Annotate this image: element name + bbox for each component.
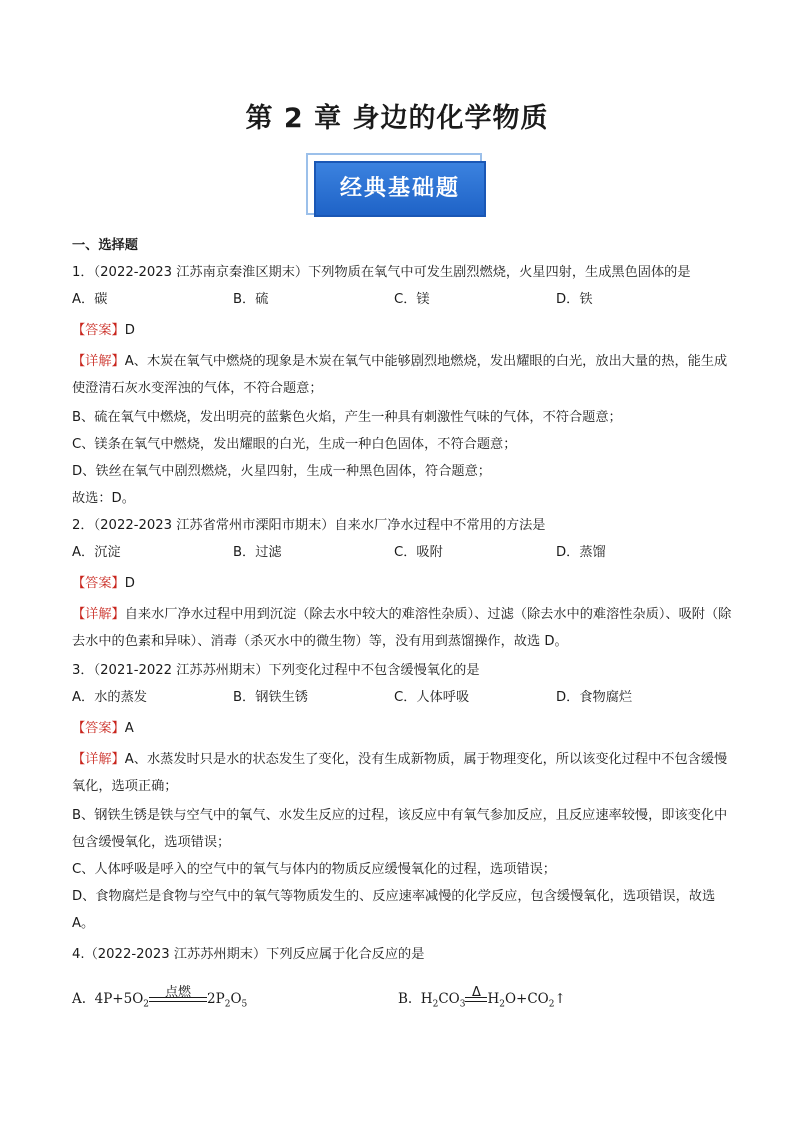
reaction-condition: Δ bbox=[472, 984, 481, 1000]
q4-option-a: A. $4P+5O_2$ 点燃 $2P_2O_5$ bbox=[72, 986, 247, 1019]
q3-options bbox=[72, 684, 732, 711]
section-heading: 一、选择题 bbox=[72, 238, 138, 253]
detail-line: A、木炭在氧气中燃烧的现象是木炭在氧气中能够剧烈地燃烧，发出耀眼的白光，放出大量的热，能生成使澄清石灰水变浑浊的气体，不符合题意； bbox=[72, 354, 728, 396]
q3-detail-c: C、人体呼吸是呼入的空气中的氧气与体内的物质反应缓慢氧化的过程，选项错误； bbox=[72, 862, 556, 877]
q3-detail-a bbox=[72, 746, 732, 800]
q1-stem: 1．（2022-2023 江苏南京秦淮区期末）下列物质在氧气中可发生剧烈燃烧，火星四射，生成黑色固体的是 bbox=[72, 265, 691, 280]
option-label: A. bbox=[72, 991, 87, 1007]
q1-option-b: B．硫 bbox=[233, 292, 269, 307]
q1-options bbox=[72, 286, 732, 313]
q1-option-a: A．碳 bbox=[72, 292, 108, 307]
reaction-condition: 点燃 bbox=[165, 984, 192, 1000]
detail-tag: 【详解】 bbox=[72, 752, 125, 767]
q4-option-b: B. $H_2CO_3$ Δ $H_2O+CO_2↑$ bbox=[398, 986, 566, 1019]
question-list bbox=[72, 232, 732, 1012]
answer-tag: 【答案】 bbox=[72, 323, 125, 338]
q4-stem: 4.（2022-2023 江苏苏州期末）下列反应属于化合反应的是 bbox=[72, 947, 425, 962]
q2-option-d: D．蒸馏 bbox=[556, 545, 606, 560]
q2-option-c: C．吸附 bbox=[394, 545, 443, 560]
q3-option-d: D．食物腐烂 bbox=[556, 690, 633, 705]
q2-stem: 2．（2022-2023 江苏省常州市溧阳市期末）自来水厂净水过程中不常用的方法是 bbox=[72, 518, 546, 533]
q3-answer bbox=[72, 715, 732, 742]
option-label: B. bbox=[398, 991, 413, 1007]
detail-tag: 【详解】 bbox=[72, 354, 125, 369]
q2-option-a: A．沉淀 bbox=[72, 545, 121, 560]
q1-detail-d: D、铁丝在氧气中剧烈燃烧，火星四射，生成一种黑色固体，符合题意； bbox=[72, 464, 491, 479]
q3-detail-b: B、钢铁生锈是铁与空气中的氧气、水发生反应的过程，该反应中有氧气参加反应，且反应速率较慢，即该变化中包含缓慢氧化，选项错误； bbox=[72, 808, 728, 850]
q1-answer bbox=[72, 317, 732, 344]
q3-option-b: B．钢铁生锈 bbox=[233, 690, 308, 705]
detail-line: A、水蒸发时只是水的状态发生了变化，没有生成新物质，属于物理变化，所以该变化过程中不包含缓慢氧化，选项正确； bbox=[72, 752, 728, 794]
q1-detail-a bbox=[72, 348, 732, 402]
q4-options bbox=[72, 972, 732, 1012]
q1-detail-c: C、镁条在氧气中燃烧，发出耀眼的白光，生成一种白色固体，不符合题意； bbox=[72, 437, 517, 452]
reaction-arrow bbox=[465, 984, 487, 1007]
q2-detail bbox=[72, 601, 732, 655]
detail-text: 自来水厂净水过程中用到沉淀（除去水中较大的难溶性杂质）、过滤（除去水中的难溶性杂质）、吸附（除去水中的色素和异味）、消毒（杀灭水中的微生物）等，没有用到蒸馏操作，故选 D。 bbox=[72, 607, 732, 649]
q3-option-a: A．水的蒸发 bbox=[72, 690, 147, 705]
q1-option-d: D．铁 bbox=[556, 292, 593, 307]
q2-options bbox=[72, 539, 732, 566]
gas-up-arrow-icon: ↑ bbox=[554, 991, 566, 1007]
q2-answer bbox=[72, 570, 732, 597]
section-badge bbox=[306, 153, 488, 219]
answer-value: A bbox=[124, 721, 134, 736]
page-title: 第 2 章 身边的化学物质 bbox=[245, 103, 549, 134]
q3-detail-d: D、食物腐烂是食物与空气中的氧气等物质发生的、反应速率减慢的化学反应，包含缓慢氧化，选项错误，故选 A。 bbox=[72, 889, 716, 931]
q1-conclusion: 故选：D。 bbox=[72, 491, 135, 506]
q3-option-c: C．人体呼吸 bbox=[394, 690, 470, 705]
answer-tag: 【答案】 bbox=[72, 721, 125, 736]
answer-tag: 【答案】 bbox=[72, 576, 125, 591]
answer-value: D bbox=[124, 323, 135, 338]
q3-stem: 3．（2021-2022 江苏苏州期末）下列变化过程中不包含缓慢氧化的是 bbox=[72, 663, 480, 678]
q2-option-b: B．过滤 bbox=[233, 545, 282, 560]
q1-detail-b: B、硫在氧气中燃烧，发出明亮的蓝紫色火焰，产生一种具有刺激性气味的气体，不符合题意； bbox=[72, 410, 622, 425]
q1-option-c: C．镁 bbox=[394, 292, 430, 307]
badge-label: 经典基础题 bbox=[339, 176, 460, 201]
reaction-arrow bbox=[149, 984, 207, 1007]
detail-tag: 【详解】 bbox=[72, 607, 125, 622]
answer-value: D bbox=[124, 576, 135, 591]
